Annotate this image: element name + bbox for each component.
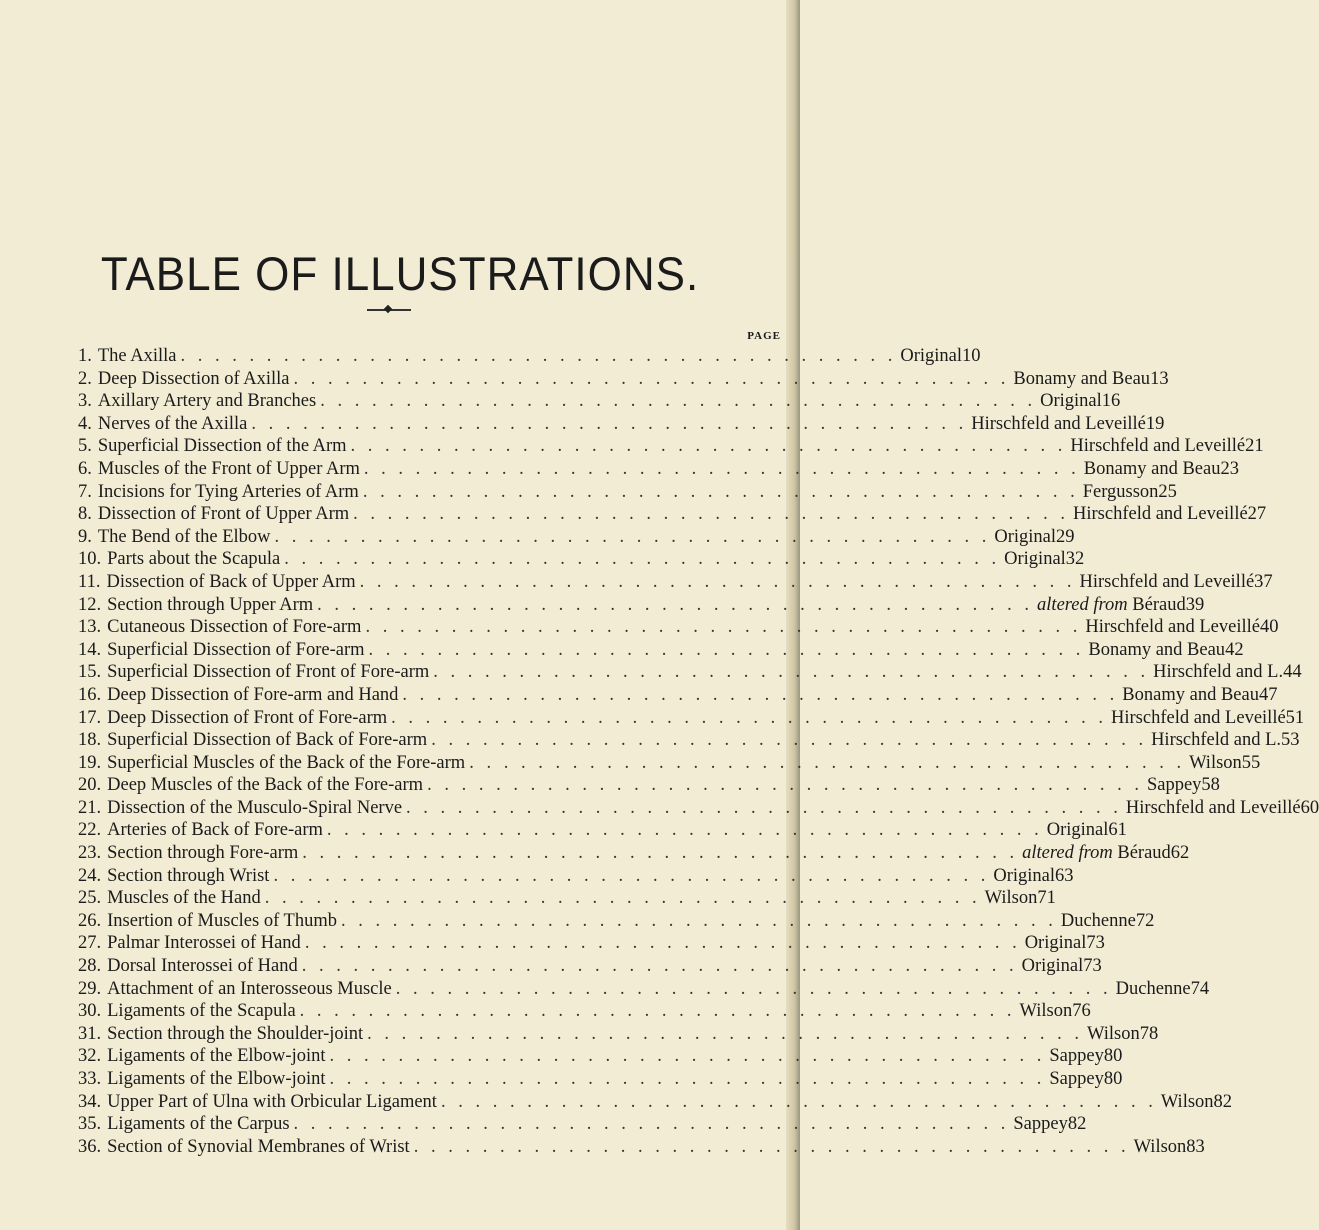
dot-leader: . . . . . . . . . . . . . . . . . . . . . . . . . . . . . . . . . . . . . . . . . . <box>284 549 1001 570</box>
entry-number: 28. <box>78 956 102 977</box>
entry-number: 25. <box>78 888 102 909</box>
entry-page-number: 10 <box>962 346 981 366</box>
entry-source-name: Sappey <box>1049 1046 1104 1067</box>
dot-leader: . . . . . . . . . . . . . . . . . . . . . . . . . . . . . . . . . . . . . . . . . . <box>293 1114 1010 1135</box>
entry-source <box>1080 571 1255 594</box>
entry-page-number: 62 <box>1170 843 1190 864</box>
entry-number: 4. <box>78 413 92 434</box>
entry-source <box>1088 639 1225 662</box>
entry-number: 33. <box>78 1069 102 1089</box>
entry-number: 22. <box>78 820 102 841</box>
entry-number: 34. <box>78 1091 102 1112</box>
entry-source <box>1151 729 1281 752</box>
entry-source-name: Hirschfeld and Leveillé <box>1085 617 1260 638</box>
dot-leader: . . . . . . . . . . . . . . . . . . . . . . . . . . . . . . . . . . . . . . . . . . <box>362 481 1079 502</box>
list-item <box>78 842 1190 865</box>
entry-source-name: Hirschfeld and Leveillé <box>1125 797 1301 818</box>
dot-leader: . . . . . . . . . . . . . . . . . . . . . . . . . . . . . . . . . . . . . . . . . . <box>391 707 1108 728</box>
entry-number: 29. <box>78 978 102 999</box>
entry-title: Dissection of Front of Upper Arm <box>97 504 350 525</box>
entry-source <box>1134 1136 1187 1159</box>
entry-page-number: 73 <box>1086 933 1105 954</box>
entry-source-prefix: altered from <box>1037 594 1128 615</box>
entry-number: 19. <box>78 752 102 773</box>
entry-page-number: 37 <box>1254 571 1273 592</box>
entry-page-number: 82 <box>1213 1091 1233 1112</box>
entry-number: 27. <box>78 933 102 954</box>
entry-source <box>1004 548 1066 571</box>
entry-title: Deep Dissection of Front of Fore-arm <box>107 707 388 728</box>
entry-number: 14. <box>78 639 102 660</box>
entry-source <box>993 865 1055 888</box>
list-item <box>78 345 981 368</box>
entry-page-number: 63 <box>1054 865 1074 886</box>
list-item <box>78 639 1244 662</box>
entry-page-number: 19 <box>1145 413 1165 434</box>
entry-source <box>1040 390 1102 413</box>
dot-leader: . . . . . . . . . . . . . . . . . . . . . . . . . . . . . . . . . . . . . . . . . . <box>251 413 968 434</box>
entry-title: The Bend of the Elbow <box>97 526 271 547</box>
entry-source <box>1087 1023 1140 1046</box>
dot-leader: . . . . . . . . . . . . . . . . . . . . . . . . . . . . . . . . . . . . . . . . . . <box>353 504 1070 525</box>
entry-title: Upper Part of Ulna with Orbicular Ligament <box>107 1091 437 1112</box>
dot-leader: . . . . . . . . . . . . . . . . . . . . . . . . . . . . . . . . . . . . . . . . . . <box>395 978 1112 999</box>
entry-number: 16. <box>78 684 102 705</box>
entry-source <box>1189 752 1242 775</box>
entry-title: Ligaments of the Carpus <box>107 1114 290 1135</box>
entry-page-number: 71 <box>1037 888 1056 909</box>
entry-source-name: Original <box>900 346 963 366</box>
list-item <box>78 661 1302 684</box>
list-item <box>78 368 1169 391</box>
entry-source-name: Béraud <box>1117 843 1171 864</box>
entry-source-name: Sappey <box>1049 1069 1104 1089</box>
entry-source <box>971 413 1146 436</box>
list-item <box>78 503 1267 526</box>
entry-number: 10. <box>78 549 102 570</box>
entry-source <box>1126 797 1301 820</box>
entry-page-number: 61 <box>1108 820 1127 841</box>
entry-source-name: Béraud <box>1132 594 1186 615</box>
list-item <box>78 774 1220 797</box>
list-item <box>78 526 1075 549</box>
dot-leader: . . . . . . . . . . . . . . . . . . . . . . . . . . . . . . . . . . . . . . . . . . <box>302 843 1019 864</box>
list-item <box>78 752 1261 775</box>
entry-source-name: Sappey <box>1013 1114 1068 1135</box>
entry-source <box>1085 616 1260 639</box>
list-item <box>78 594 1205 617</box>
entry-page-number: 39 <box>1185 594 1205 615</box>
list-item <box>78 955 1102 978</box>
dot-leader: . . . . . . . . . . . . . . . . . . . . . . . . . . . . . . . . . . . . . . . . . . <box>293 368 1010 389</box>
entry-title: Cutaneous Dissection of Fore-arm <box>107 617 362 638</box>
entry-source-name: Bonamy and Beau <box>1122 684 1259 705</box>
entry-title: Section through Fore-arm <box>107 843 299 864</box>
entry-source-name: Wilson <box>984 888 1038 909</box>
entry-title: Insertion of Muscles of Thumb <box>107 910 337 931</box>
entry-page-number: 76 <box>1072 1001 1091 1022</box>
entry-source-name: Original <box>1046 820 1109 841</box>
dot-leader: . . . . . . . . . . . . . . . . . . . . . . . . . . . . . . . . . . . . . . . . . . <box>368 639 1085 660</box>
dot-leader: . . . . . . . . . . . . . . . . . . . . . . . . . . . . . . . . . . . . . . . . . . <box>359 571 1076 592</box>
dot-leader: . . . . . . . . . . . . . . . . . . . . . . . . . . . . . . . . . . . . . . . . . . <box>469 752 1186 773</box>
dot-leader: . . . . . . . . . . . . . . . . . . . . . . . . . . . . . . . . . . . . . . . . . . <box>180 346 897 366</box>
entry-page-number: 16 <box>1101 391 1121 412</box>
list-item <box>78 684 1278 707</box>
dot-leader: . . . . . . . . . . . . . . . . . . . . . . . . . . . . . . . . . . . . . . . . . . <box>320 391 1037 412</box>
dot-leader: . . . . . . . . . . . . . . . . . . . . . . . . . . . . . . . . . . . . . . . . . . <box>413 1136 1130 1157</box>
entry-page-number: 40 <box>1259 617 1279 638</box>
dot-leader: . . . . . . . . . . . . . . . . . . . . . . . . . . . . . . . . . . . . . . . . . . <box>406 797 1122 818</box>
list-item <box>78 1091 1233 1114</box>
entry-number: 5. <box>78 436 92 457</box>
entry-source-name: Hirschfeld and Leveillé <box>1079 571 1255 592</box>
entry-number: 35. <box>78 1114 102 1135</box>
entry-source <box>1111 707 1286 730</box>
entry-page-number: 82 <box>1067 1114 1087 1135</box>
entry-source-prefix: altered from <box>1022 843 1113 864</box>
dot-leader: . . . . . . . . . . . . . . . . . . . . . . . . . . . . . . . . . . . . . . . . . . <box>301 956 1018 977</box>
entry-number: 26. <box>78 910 102 931</box>
entry-page-number: 23 <box>1220 458 1239 479</box>
entry-source <box>1022 842 1171 865</box>
entry-source <box>1049 1068 1103 1091</box>
entry-source <box>1083 481 1159 504</box>
entry-source <box>900 345 962 368</box>
dot-leader: . . . . . . . . . . . . . . . . . . . . . . . . . . . . . . . . . . . . . . . . . . <box>299 1001 1016 1022</box>
entry-source <box>1049 1045 1103 1068</box>
list-item <box>78 729 1300 752</box>
dot-leader: . . . . . . . . . . . . . . . . . . . . . . . . . . . . . . . . . . . . . . . . . . <box>350 436 1067 457</box>
entry-title: Dissection of the Musculo-Spiral Nerve <box>107 797 403 818</box>
entry-page-number: 21 <box>1245 436 1264 457</box>
list-item <box>78 1000 1091 1023</box>
entry-page-number: 73 <box>1083 956 1102 977</box>
entry-number: 20. <box>78 775 102 796</box>
dot-leader: . . . . . . . . . . . . . . . . . . . . . . . . . . . . . . . . . . . . . . . . . . <box>329 1069 1046 1089</box>
entry-number: 12. <box>78 594 102 615</box>
entry-page-number: 80 <box>1103 1069 1123 1089</box>
entry-page-number: 51 <box>1285 707 1305 728</box>
entry-title: Section of Synovial Membranes of Wrist <box>107 1136 410 1157</box>
entry-source <box>994 526 1056 549</box>
entry-number: 23. <box>78 843 102 864</box>
list-item <box>78 413 1165 436</box>
dot-leader: . . . . . . . . . . . . . . . . . . . . . . . . . . . . . . . . . . . . . . . . . . <box>402 684 1119 705</box>
diamond-ornament-icon <box>384 305 392 313</box>
list-item <box>78 1023 1159 1046</box>
entry-title: Superficial Dissection of the Arm <box>97 436 347 457</box>
entry-number: 15. <box>78 662 102 683</box>
entry-source-name: Hirschfeld and Leveillé <box>1111 707 1286 728</box>
entry-title: Deep Muscles of the Back of the Fore-arm <box>107 775 424 796</box>
entry-source <box>1047 819 1109 842</box>
entry-title: Deep Dissection of Axilla <box>97 368 290 389</box>
entry-number: 2. <box>78 368 92 389</box>
entry-number: 17. <box>78 707 102 728</box>
entry-source <box>1073 503 1248 526</box>
entry-number: 21. <box>78 797 102 818</box>
entry-source-name: Hirschfeld and L. <box>1151 730 1282 751</box>
entry-number: 13. <box>78 617 102 638</box>
list-item <box>78 932 1105 955</box>
entry-source-name: Bonamy and Beau <box>1088 639 1226 660</box>
entry-title: Section through the Shoulder-joint <box>107 1023 364 1044</box>
entry-source <box>1070 435 1245 458</box>
dot-leader: . . . . . . . . . . . . . . . . . . . . . . . . . . . . . . . . . . . . . . . . . . <box>274 526 991 547</box>
entry-source <box>1161 1091 1214 1114</box>
entry-title: Attachment of an Interosseous Muscle <box>107 978 392 999</box>
entry-number: 7. <box>78 481 92 502</box>
entry-title: Deep Dissection of Fore-arm and Hand <box>107 684 399 705</box>
entry-source-name: Hirschfeld and Leveillé <box>1073 504 1248 525</box>
entry-source-name: Hirschfeld and Leveillé <box>1070 436 1246 457</box>
entry-source-name: Original <box>1021 956 1084 977</box>
entry-page-number: 80 <box>1103 1046 1123 1067</box>
entry-source-name: Hirschfeld and Leveillé <box>971 413 1146 434</box>
dot-leader: . . . . . . . . . . . . . . . . . . . . . . . . . . . . . . . . . . . . . . . . . . <box>427 775 1143 796</box>
entry-source-name: Duchenne <box>1060 910 1136 931</box>
entry-source-name: Wilson <box>1133 1136 1187 1157</box>
entry-page-number: 32 <box>1065 549 1085 570</box>
list-item <box>78 616 1279 639</box>
entry-source <box>1013 1113 1067 1136</box>
dot-leader: . . . . . . . . . . . . . . . . . . . . . . . . . . . . . . . . . . . . . . . . . . <box>329 1046 1046 1067</box>
list-item <box>78 819 1127 842</box>
entry-number: 24. <box>78 865 102 886</box>
dot-leader: . . . . . . . . . . . . . . . . . . . . . . . . . . . . . . . . . . . . . . . . . . <box>326 820 1043 841</box>
entry-source-name: Duchenne <box>1115 978 1191 999</box>
entry-source-name: Wilson <box>1019 1001 1073 1022</box>
dot-leader: . . . . . . . . . . . . . . . . . . . . . . . . . . . . . . . . . . . . . . . . . . <box>363 458 1080 479</box>
entry-page-number: 55 <box>1241 752 1261 773</box>
entry-title: Superficial Muscles of the Back of the Fore-arm <box>107 752 466 773</box>
entry-source-name: Wilson <box>1160 1091 1214 1112</box>
entry-source-name: Original <box>994 526 1057 547</box>
list-item <box>78 1045 1123 1068</box>
entry-source <box>1084 458 1221 481</box>
entry-number: 36. <box>78 1136 102 1157</box>
entry-page-number: 44 <box>1283 662 1302 683</box>
dot-leader: . . . . . . . . . . . . . . . . . . . . . . . . . . . . . . . . . . . . . . . . . . <box>433 662 1150 683</box>
entry-source-name: Fergusson <box>1082 481 1159 502</box>
entry-page-number: 72 <box>1135 910 1155 931</box>
entry-number: 8. <box>78 504 92 525</box>
entry-title: Axillary Artery and Branches <box>97 391 317 412</box>
entry-title: Ligaments of the Elbow-joint <box>107 1069 326 1089</box>
list-item <box>78 435 1264 458</box>
entry-number: 30. <box>78 1001 102 1022</box>
entry-source-name: Bonamy and Beau <box>1013 368 1151 389</box>
entry-source <box>1122 684 1259 707</box>
list-item <box>78 865 1074 888</box>
entry-page-number: 25 <box>1158 481 1177 502</box>
list-item <box>78 571 1273 594</box>
dot-leader: . . . . . . . . . . . . . . . . . . . . . . . . . . . . . . . . . . . . . . . . . . <box>367 1023 1084 1044</box>
entry-title: Nerves of the Axilla <box>97 413 248 434</box>
entry-number: 31. <box>78 1023 102 1044</box>
entry-title: The Axilla <box>97 346 177 366</box>
entry-source-name: Wilson <box>1087 1023 1140 1044</box>
entry-page-number: 60 <box>1300 797 1319 818</box>
entry-title: Section through Upper Arm <box>107 594 314 615</box>
entry-number: 32. <box>78 1046 102 1067</box>
entry-number: 1. <box>78 346 92 366</box>
entry-page-number: 78 <box>1139 1023 1159 1044</box>
entry-source-name: Hirschfeld and L. <box>1153 662 1284 683</box>
list-item <box>78 1136 1205 1159</box>
entry-number: 3. <box>78 391 92 412</box>
dot-leader: . . . . . . . . . . . . . . . . . . . . . . . . . . . . . . . . . . . . . . . . . . <box>317 594 1034 615</box>
dot-leader: . . . . . . . . . . . . . . . . . . . . . . . . . . . . . . . . . . . . . . . . . . <box>304 933 1021 954</box>
entry-page-number: 83 <box>1186 1136 1205 1157</box>
entry-page-number: 53 <box>1281 730 1300 751</box>
entry-title: Palmar Interossei of Hand <box>107 933 301 954</box>
entry-source-name: Original <box>993 865 1055 886</box>
entry-title: Parts about the Scapula <box>107 549 281 570</box>
list-item <box>78 978 1210 1001</box>
entry-title: Superficial Dissection of Back of Fore-arm <box>107 730 428 751</box>
entry-source <box>1147 774 1201 797</box>
entry-title: Dorsal Interossei of Hand <box>107 956 298 977</box>
entry-title: Section through Wrist <box>107 865 270 886</box>
entry-source <box>1037 594 1186 617</box>
dot-leader: . . . . . . . . . . . . . . . . . . . . . . . . . . . . . . . . . . . . . . . . . . <box>340 910 1057 931</box>
page-title: TABLE OF ILLUSTRATIONS. <box>100 248 700 301</box>
entry-source-name: Sappey <box>1146 775 1202 796</box>
entry-source <box>1022 955 1084 978</box>
entry-page-number: 27 <box>1247 504 1267 525</box>
list-item <box>78 548 1085 571</box>
dot-leader: . . . . . . . . . . . . . . . . . . . . . . . . . . . . . . . . . . . . . . . . . . <box>273 865 990 886</box>
entry-source-name: Wilson <box>1189 752 1242 773</box>
page-column-header: PAGE <box>747 330 781 342</box>
entry-page-number: 29 <box>1056 526 1075 547</box>
list-item <box>78 887 1056 910</box>
entry-number: 11. <box>78 571 101 592</box>
entry-title: Muscles of the Front of Upper Arm <box>97 458 360 479</box>
entry-page-number: 42 <box>1225 639 1244 660</box>
list-item <box>78 797 1319 820</box>
entry-source-name: Original <box>1040 391 1102 412</box>
entry-page-number: 47 <box>1258 684 1278 705</box>
entry-title: Incisions for Tying Arteries of Arm <box>97 481 359 502</box>
entry-title: Superficial Dissection of Front of Fore-arm <box>107 662 430 683</box>
entry-source <box>985 887 1038 910</box>
entry-title: Arteries of Back of Fore-arm <box>107 820 323 841</box>
entry-title: Superficial Dissection of Fore-arm <box>107 639 365 660</box>
entry-number: 6. <box>78 458 92 479</box>
entry-title: Dissection of Back of Upper Arm <box>106 571 356 592</box>
entry-title: Muscles of the Hand <box>107 888 261 909</box>
illustrations-list <box>78 345 1319 1158</box>
entry-source <box>1025 932 1087 955</box>
list-item <box>78 481 1177 504</box>
entry-source-name: Original <box>1004 549 1066 570</box>
entry-source-name: Original <box>1024 933 1087 954</box>
dot-leader: . . . . . . . . . . . . . . . . . . . . . . . . . . . . . . . . . . . . . . . . . . <box>365 617 1082 638</box>
entry-source <box>1116 978 1191 1001</box>
entry-title: Ligaments of the Scapula <box>107 1001 296 1022</box>
list-item <box>78 390 1121 413</box>
title-ornament-divider <box>367 309 411 311</box>
dot-leader: . . . . . . . . . . . . . . . . . . . . . . . . . . . . . . . . . . . . . . . . . . <box>431 730 1148 751</box>
entry-title: Ligaments of the Elbow-joint <box>107 1046 326 1067</box>
entry-page-number: 13 <box>1150 368 1169 389</box>
dot-leader: . . . . . . . . . . . . . . . . . . . . . . . . . . . . . . . . . . . . . . . . . . <box>440 1091 1157 1112</box>
entry-page-number: 74 <box>1190 978 1210 999</box>
dot-leader: . . . . . . . . . . . . . . . . . . . . . . . . . . . . . . . . . . . . . . . . . . <box>264 888 981 909</box>
entry-source <box>1061 910 1136 933</box>
entry-page-number: 58 <box>1201 775 1220 796</box>
list-item <box>78 1068 1123 1091</box>
list-item <box>78 707 1305 730</box>
list-item <box>78 458 1239 481</box>
entry-source <box>1153 661 1283 684</box>
list-item <box>78 910 1155 933</box>
list-item <box>78 1113 1087 1136</box>
entry-source <box>1013 368 1150 391</box>
entry-number: 9. <box>78 526 92 547</box>
entry-source-name: Bonamy and Beau <box>1083 458 1221 479</box>
entry-source <box>1020 1000 1073 1023</box>
entry-number: 18. <box>78 730 102 751</box>
